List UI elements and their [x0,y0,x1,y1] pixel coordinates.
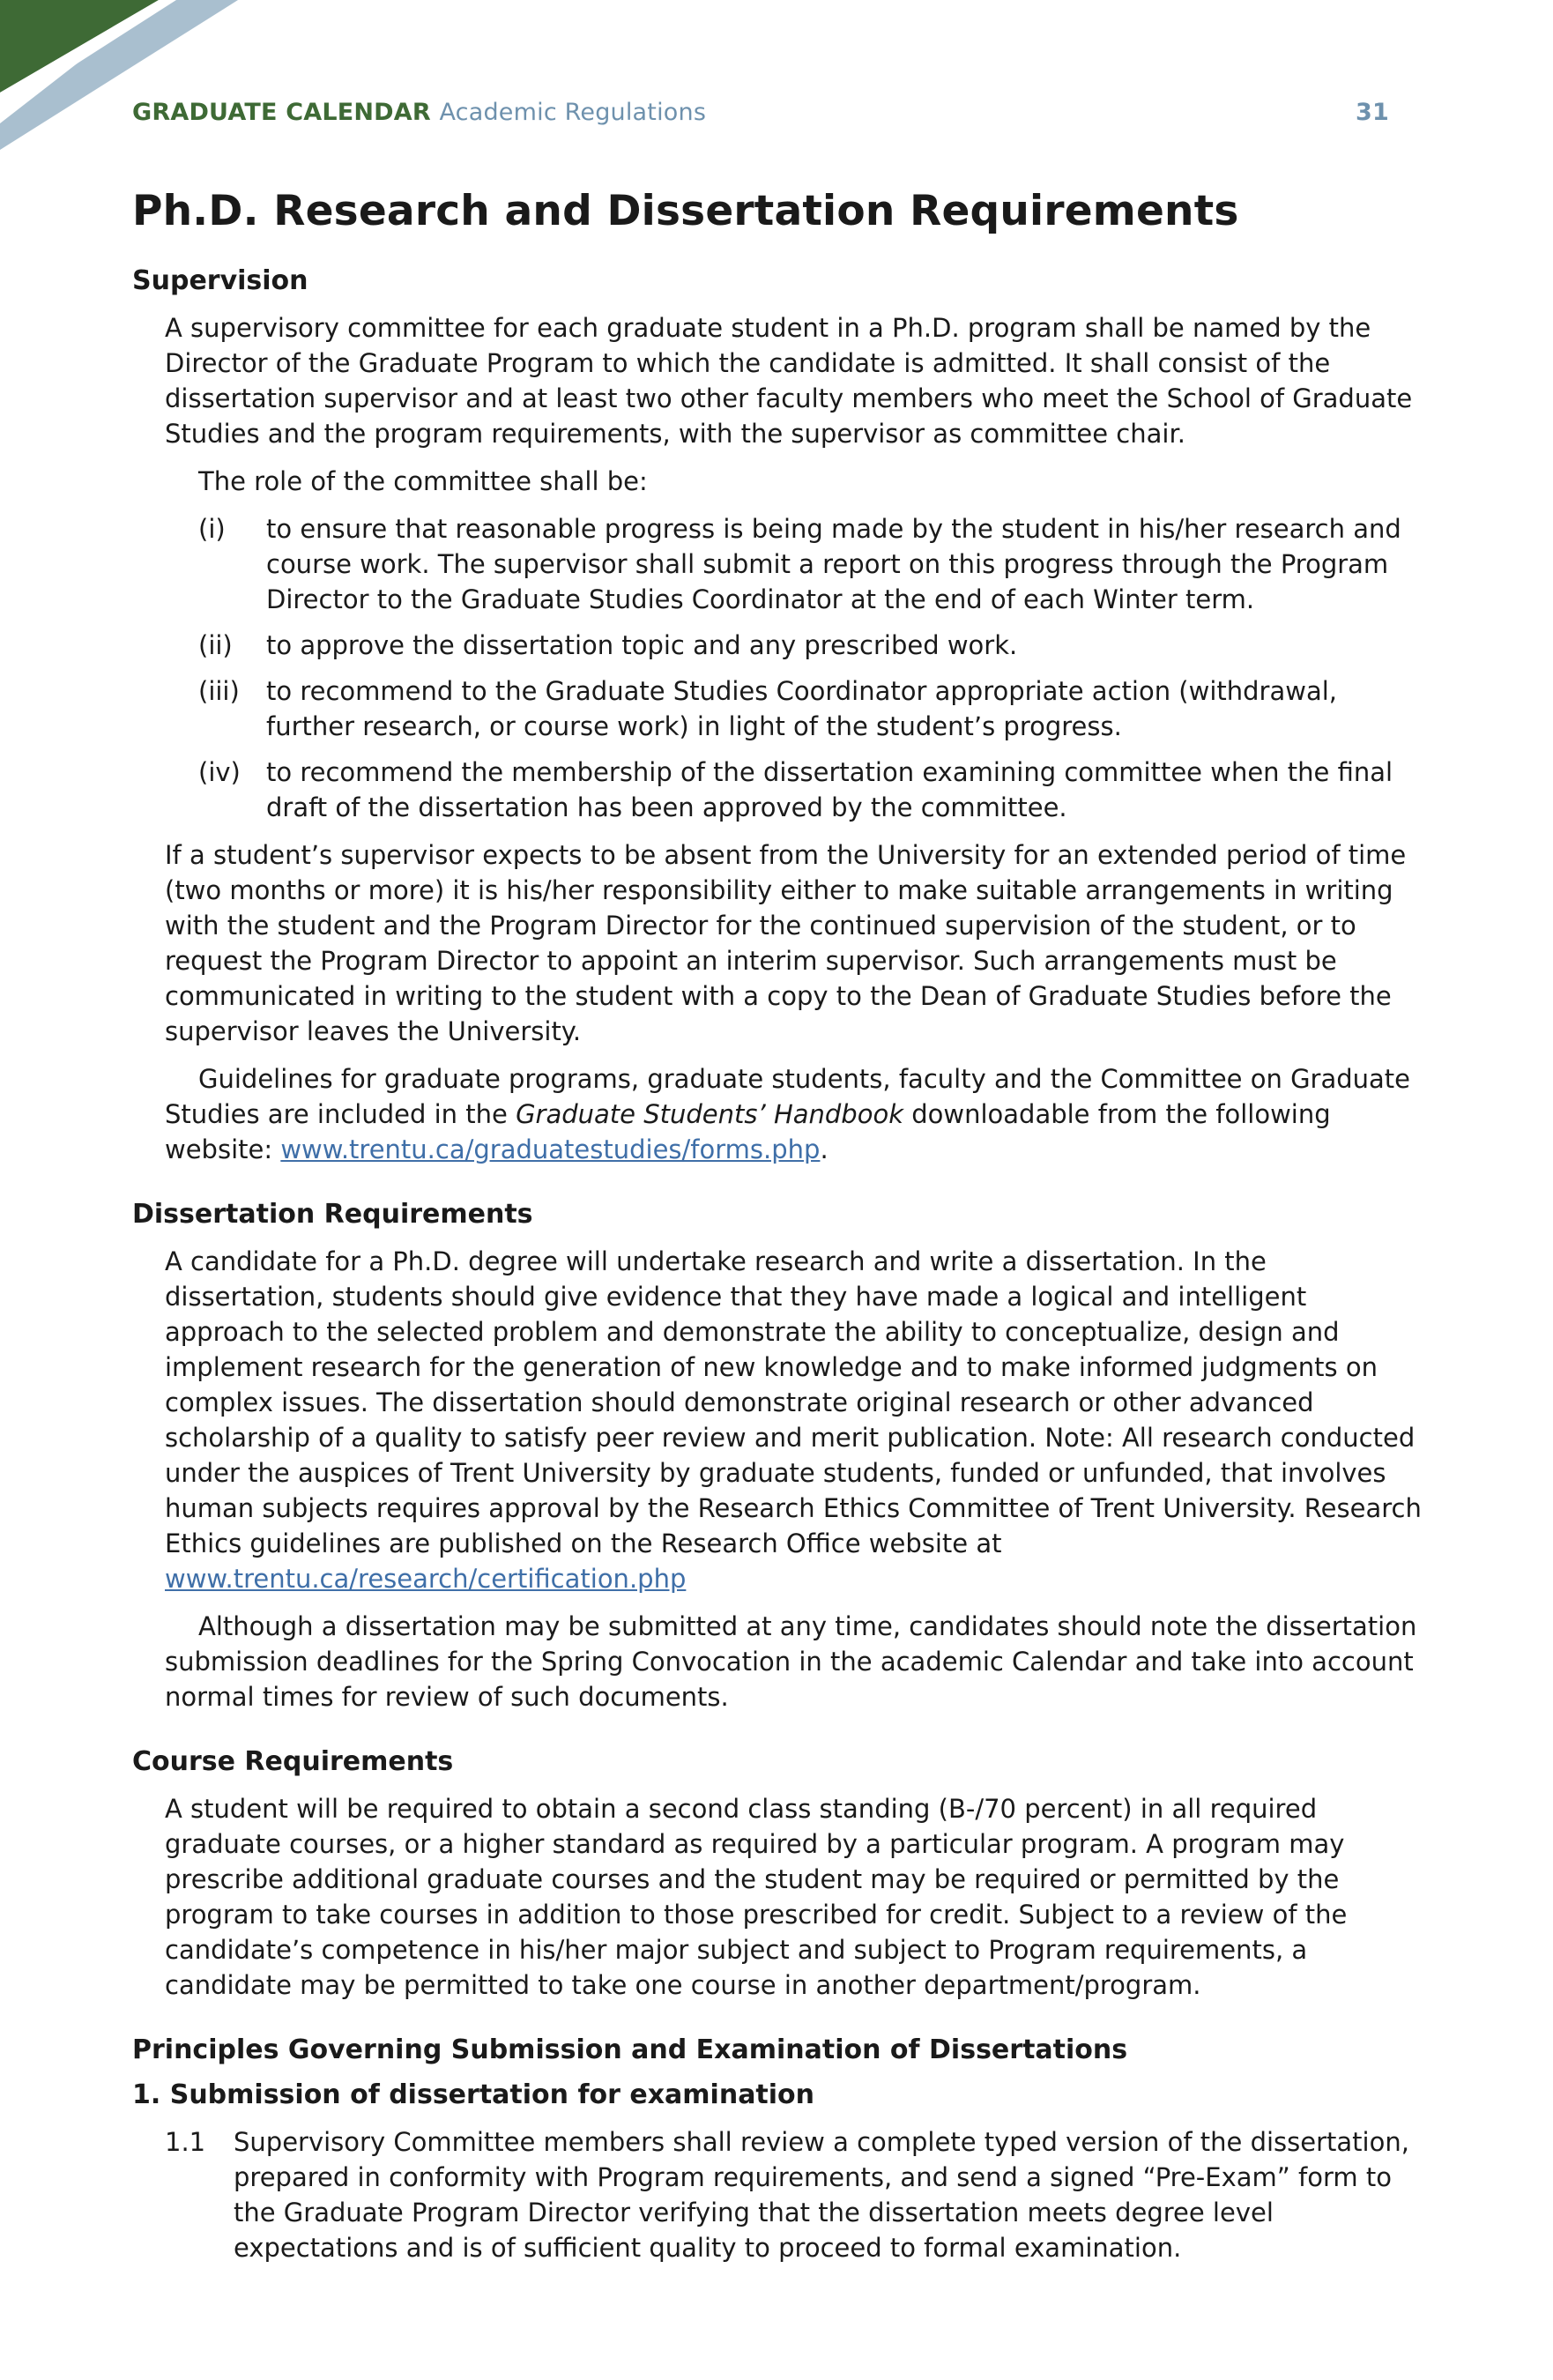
running-header [132,99,1389,126]
page-title: Ph.D. Research and Dissertation Requirements [132,187,1239,235]
guidelines-text-2: downloadable from the following website: [165,1099,1331,1164]
list-marker: (iv) [198,757,241,787]
calendar-label: GRADUATE CALENDAR [132,99,431,126]
course-heading: Course Requirements [132,1746,454,1777]
list-text: to ensure that reasonable progress is being made by the student in his/her research and course work. The supervisor shall submit a report on this progress through the Program Director to the Graduate Studies Coordinator at the end of each Winter term. [266,514,1401,614]
section-supervision [132,265,1428,1167]
list-text: to recommend to the Graduate Studies Coordinator appropriate action (withdrawal, further research, or course work) in light of the student’s progress. [266,676,1337,741]
handbook-title: Graduate Students’ Handbook [516,1099,903,1129]
section-course [132,1746,1428,2003]
committee-roles-list [198,511,1428,825]
list-item [198,755,1428,825]
certification-link[interactable]: www.trentu.ca/research/certification.php [165,1564,687,1594]
course-paragraph-1: A student will be required to obtain a second class standing (B-/70 percent) in all required graduate courses, or a higher standard as required by a particular program. A program may prescribe additional graduate courses and the student may be required or permitted by the program to take courses in addition to those prescribed for credit. Subject to a review of the candidate’s competence in his/her major subject and subject to Program requirements, a candidate may be permitted to take one course in another department/program. [165,1794,1348,2000]
dissertation-paragraph-2: Although a dissertation may be submitted at any time, candidates should note the dissertation submission deadlines for the Spring Convocation in the academic Calendar and take into account normal times for review of such documents. [165,1611,1417,1712]
guidelines-period: . [820,1134,829,1164]
list-item [198,673,1428,744]
list-item [198,628,1428,663]
dissertation-heading: Dissertation Requirements [132,1199,533,1230]
list-marker: (iii) [198,676,240,706]
list-marker: 1.1 [165,2127,206,2157]
list-text: Supervisory Committee members shall review a complete typed version of the dissertation, prepared in conformity with Program requirements, and send a signed “Pre-Exam” form to the Graduate Program Director verifying that the dissertation meets degree level expectations and is of sufficient quality to proceed to formal examination. [234,2127,1409,2263]
list-marker: (i) [198,514,226,544]
list-item [198,511,1428,617]
list-item [165,2124,1428,2265]
supervision-paragraph-2: The role of the committee shall be: [198,466,648,496]
list-marker: (ii) [198,630,233,660]
section-dissertation [132,1199,1428,1714]
section-label: Academic Regulations [439,99,707,126]
submission-subheading: 1. Submission of dissertation for examination [132,2079,815,2110]
supervision-paragraph-3: If a student’s supervisor expects to be absent from the University for an extended period of time (two months or more) it is his/her responsibility either to make suitable arrangements in writing with the student and the Program Director for the continued supervision of the student, or to request the Program Director to appoint an interim supervisor. Such arrangements must be communicated in writing to the student with a copy to the Dean of Graduate Studies before the supervisor leaves the University. [165,840,1407,1046]
page-content [132,187,1428,2297]
corner-decoration [0,0,247,167]
supervision-paragraph-1: A supervisory committee for each graduate student in a Ph.D. program shall be named by the Director of the Graduate Program to which the candidate is admitted. It shall consist of the dissertation supervisor and at least two other faculty members who meet the School of Graduate Studies and the program requirements, with the supervisor as committee chair. [165,313,1413,449]
list-text: to recommend the membership of the dissertation examining committee when the final draft of the dissertation has been approved by the committee. [266,757,1393,822]
forms-link[interactable]: www.trentu.ca/graduatestudies/forms.php [280,1134,821,1164]
principles-heading: Principles Governing Submission and Examination of Dissertations [132,2034,1128,2065]
section-principles [132,2034,1428,2265]
supervision-heading: Supervision [132,265,308,296]
list-text: to approve the dissertation topic and any prescribed work. [266,630,1018,660]
dissertation-paragraph-1 [165,1244,1428,1596]
supervision-paragraph-4 [165,1061,1428,1167]
guidelines-text: Guidelines for graduate programs, graduate students, faculty and the Committee on Graduate Studies are included in the [165,1064,1411,1129]
page-number: 31 [1356,99,1389,126]
dissertation-text: A candidate for a Ph.D. degree will undertake research and write a dissertation. In the dissertation, students should give evidence that they have made a logical and intelligent approach to the selected problem and demonstrate the ability to conceptualize, design and implement research for the generation of new knowledge and to make informed judgments on complex issues. The dissertation should demonstrate original research or other advanced scholarship of a quality to satisfy peer review and merit publication. Note: All research conducted under the auspices of Trent University by graduate students, funded or unfunded, that involves human subjects requires approval by the Research Ethics Committee of Trent University. Research Ethics guidelines are published on the Research Office website at [165,1246,1422,1558]
